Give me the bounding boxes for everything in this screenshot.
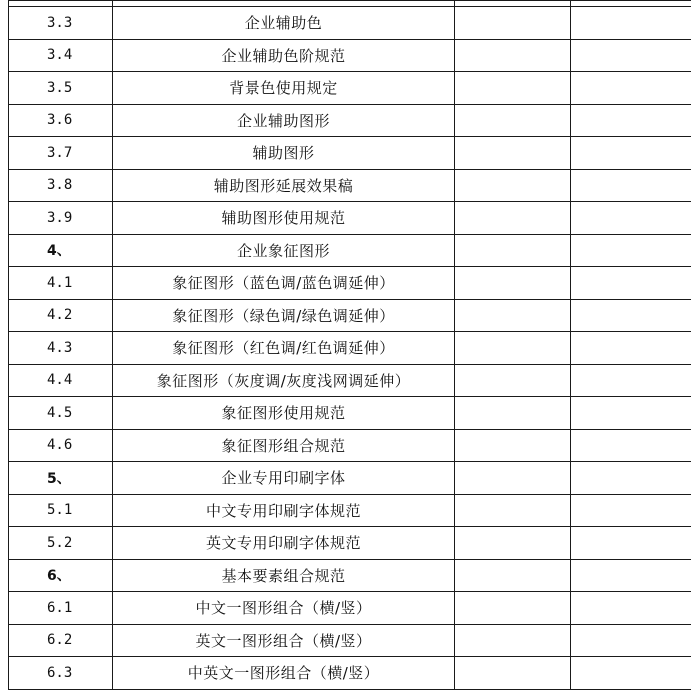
section-number: 3.8 [9,169,113,202]
empty-cell [455,299,571,332]
section-number: 3.3 [9,7,113,40]
section-number: 5.2 [9,527,113,560]
empty-cell [455,39,571,72]
table-row [9,202,691,235]
table-row [9,592,691,625]
section-number: 3.5 [9,72,113,105]
table-row [9,234,691,267]
empty-cell [455,72,571,105]
empty-cell [455,364,571,397]
section-number: 6.2 [9,624,113,657]
section-title: 象征图形（红色调/红色调延伸） [113,332,455,365]
empty-cell [455,494,571,527]
section-title: 象征图形（灰度调/灰度浅网调延伸） [113,364,455,397]
section-title: 企业象征图形 [113,234,455,267]
catalog-table [8,0,691,690]
section-number: 4.1 [9,267,113,300]
empty-cell [571,39,691,72]
section-title: 象征图形（蓝色调/蓝色调延伸） [113,267,455,300]
table-row [9,72,691,105]
empty-cell [455,559,571,592]
section-title: 中文一图形组合（横/竖） [113,592,455,625]
section-number: 3.7 [9,137,113,170]
section-number: 4.3 [9,332,113,365]
empty-cell [571,104,691,137]
empty-cell [571,137,691,170]
section-number: 4.2 [9,299,113,332]
section-title: 象征图形（绿色调/绿色调延伸） [113,299,455,332]
empty-cell [455,267,571,300]
section-number: 6.3 [9,657,113,690]
empty-cell [571,592,691,625]
table-row [9,39,691,72]
empty-cell [571,429,691,462]
empty-cell [455,397,571,430]
empty-cell [455,7,571,40]
section-number: 6.1 [9,592,113,625]
empty-cell [455,592,571,625]
table-row [9,462,691,495]
table-row [9,299,691,332]
section-number: 3.9 [9,202,113,235]
table-row [9,104,691,137]
section-title: 企业辅助图形 [113,104,455,137]
empty-cell [571,364,691,397]
table-row [9,137,691,170]
section-number: 4.4 [9,364,113,397]
table-row [9,657,691,690]
empty-cell [455,332,571,365]
section-number: 5、 [9,462,113,495]
section-title: 基本要素组合规范 [113,559,455,592]
table-row [9,364,691,397]
empty-cell [455,462,571,495]
section-title: 企业专用印刷字体 [113,462,455,495]
table-row [9,7,691,40]
section-title: 中英文一图形组合（横/竖） [113,657,455,690]
section-title: 背景色使用规定 [113,72,455,105]
table-row [9,397,691,430]
section-title: 英文专用印刷字体规范 [113,527,455,560]
section-number: 6、 [9,559,113,592]
empty-cell [571,494,691,527]
empty-cell [571,299,691,332]
table-row [9,169,691,202]
empty-cell [571,202,691,235]
empty-cell [571,267,691,300]
empty-cell [455,137,571,170]
section-title: 辅助图形延展效果稿 [113,169,455,202]
section-title: 象征图形组合规范 [113,429,455,462]
section-number: 4.6 [9,429,113,462]
empty-cell [571,657,691,690]
table-row [9,624,691,657]
table-row [9,429,691,462]
section-title: 象征图形使用规范 [113,397,455,430]
empty-cell [455,624,571,657]
table-row [9,527,691,560]
table-row [9,332,691,365]
empty-cell [455,657,571,690]
section-number: 4.5 [9,397,113,430]
empty-cell [455,234,571,267]
empty-cell [571,234,691,267]
section-number: 3.6 [9,104,113,137]
empty-cell [571,462,691,495]
empty-cell [571,397,691,430]
empty-cell [571,7,691,40]
section-title: 中文专用印刷字体规范 [113,494,455,527]
empty-cell [571,559,691,592]
section-number: 5.1 [9,494,113,527]
empty-cell [455,202,571,235]
section-number: 4、 [9,234,113,267]
section-title: 企业辅助色阶规范 [113,39,455,72]
empty-cell [455,169,571,202]
section-number: 3.4 [9,39,113,72]
empty-cell [571,624,691,657]
empty-cell [455,104,571,137]
section-title: 英文一图形组合（横/竖） [113,624,455,657]
table-row [9,559,691,592]
empty-cell [571,527,691,560]
empty-cell [571,332,691,365]
empty-cell [455,429,571,462]
table-row [9,267,691,300]
catalog-table-body [9,1,691,690]
empty-cell [571,72,691,105]
section-title: 辅助图形使用规范 [113,202,455,235]
section-title: 辅助图形 [113,137,455,170]
empty-cell [455,527,571,560]
table-row [9,494,691,527]
empty-cell [571,169,691,202]
section-title: 企业辅助色 [113,7,455,40]
